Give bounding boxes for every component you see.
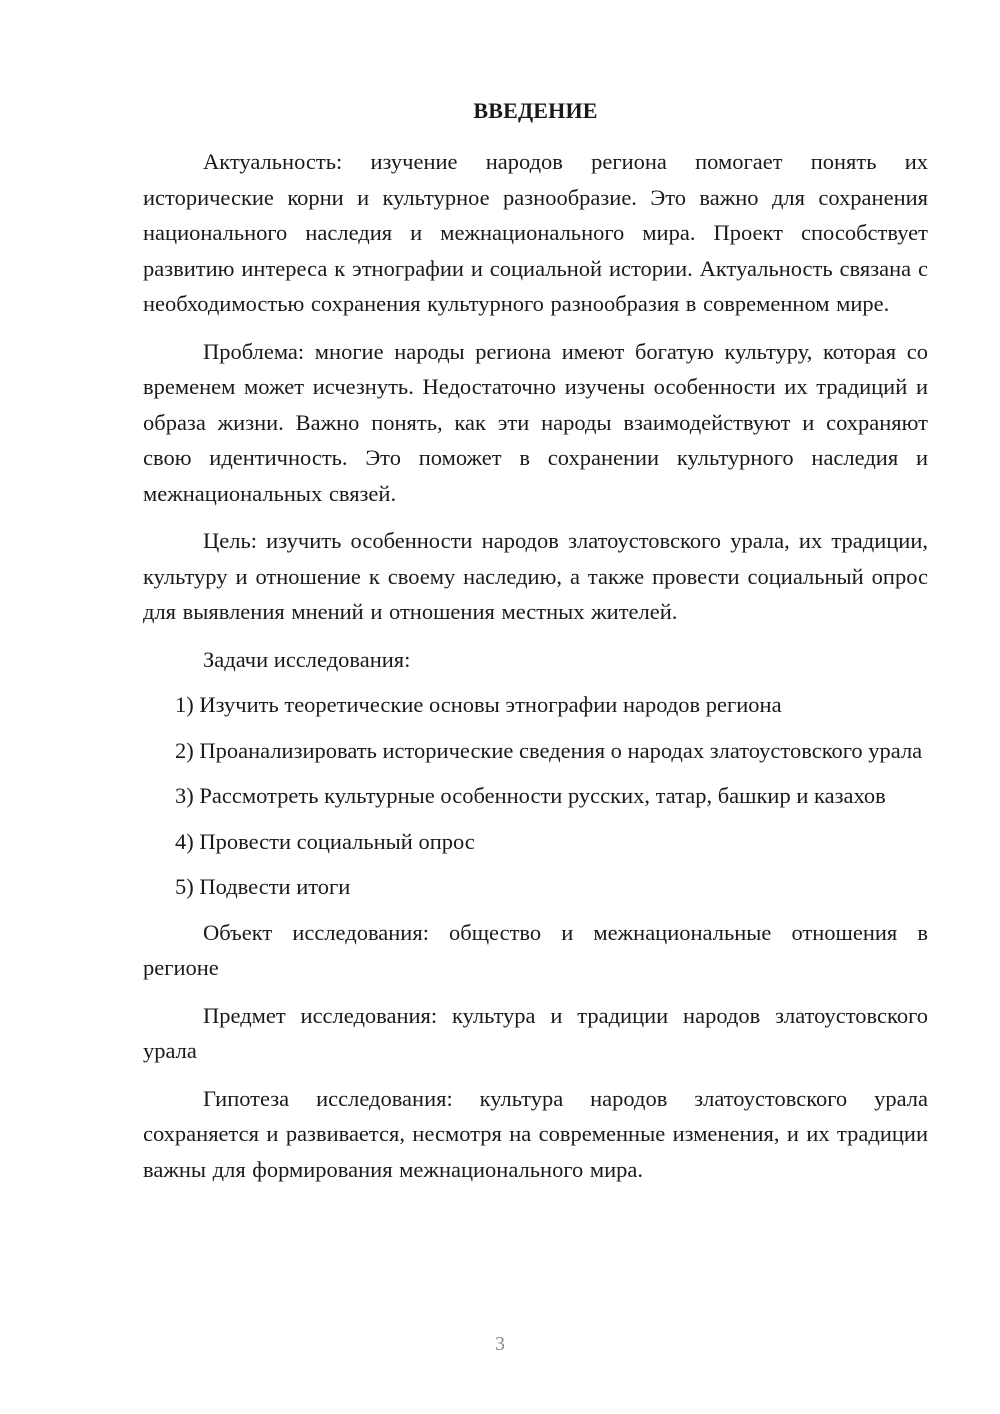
subject-paragraph: Предмет исследования: культура и традиции народов златоустовского урала (143, 1002, 928, 1063)
task-item-5: 5) Подвести итоги (175, 874, 351, 899)
goal-paragraph: Цель: изучить особенности народов златоустовского урала, их традиции, культуру и отношение к своему наследию, а также провести социальный опрос для выявления мнений и отношения местных жителей. (143, 528, 928, 624)
tasks-title: Задачи исследования: (203, 646, 411, 672)
object-paragraph: Объект исследования: общество и межнациональные отношения в регионе (143, 919, 928, 980)
task-item-3: 3) Рассмотреть культурные особенности русских, татар, башкир и казахов (175, 783, 886, 808)
task-item-4: 4) Провести социальный опрос (175, 828, 475, 854)
page-title: ВВЕДЕНИЕ (473, 98, 598, 123)
task-item-1: 1) Изучить теоретические основы этнографии народов региона (175, 692, 782, 717)
task-item-2: 2) Проанализировать исторические сведения о народах златоустовского урала (175, 737, 923, 763)
hypothesis-paragraph: Гипотеза исследования: культура народов златоустовского урала сохраняется и развивается, несмотря на современные изменения, и их традиции важны для формирования межнационального мира. (143, 1085, 928, 1182)
relevance-paragraph: Актуальность: изучение народов региона помогает понять их исторические корни и культурное разнообразие. Это важно для сохранения национального наследия и межнационального мира. Проект способствует развитию интереса к этнографии и социальной истории. Актуальность связана с необходимостью сохранения культурного разнообразия в современном мире. (143, 149, 928, 316)
document-page (143, 96, 928, 1199)
page-number: 3 (495, 1333, 505, 1355)
problem-paragraph: Проблема: многие народы региона имеют богатую культуру, которая со временем может исчезнуть. Недостаточно изучены особенности их традиций и образа жизни. Важно понять, как эти народы взаимодействуют и сохраняют свою идентичность. Это поможет в сохранении культурного наследия и межнациональных связей. (143, 338, 928, 506)
